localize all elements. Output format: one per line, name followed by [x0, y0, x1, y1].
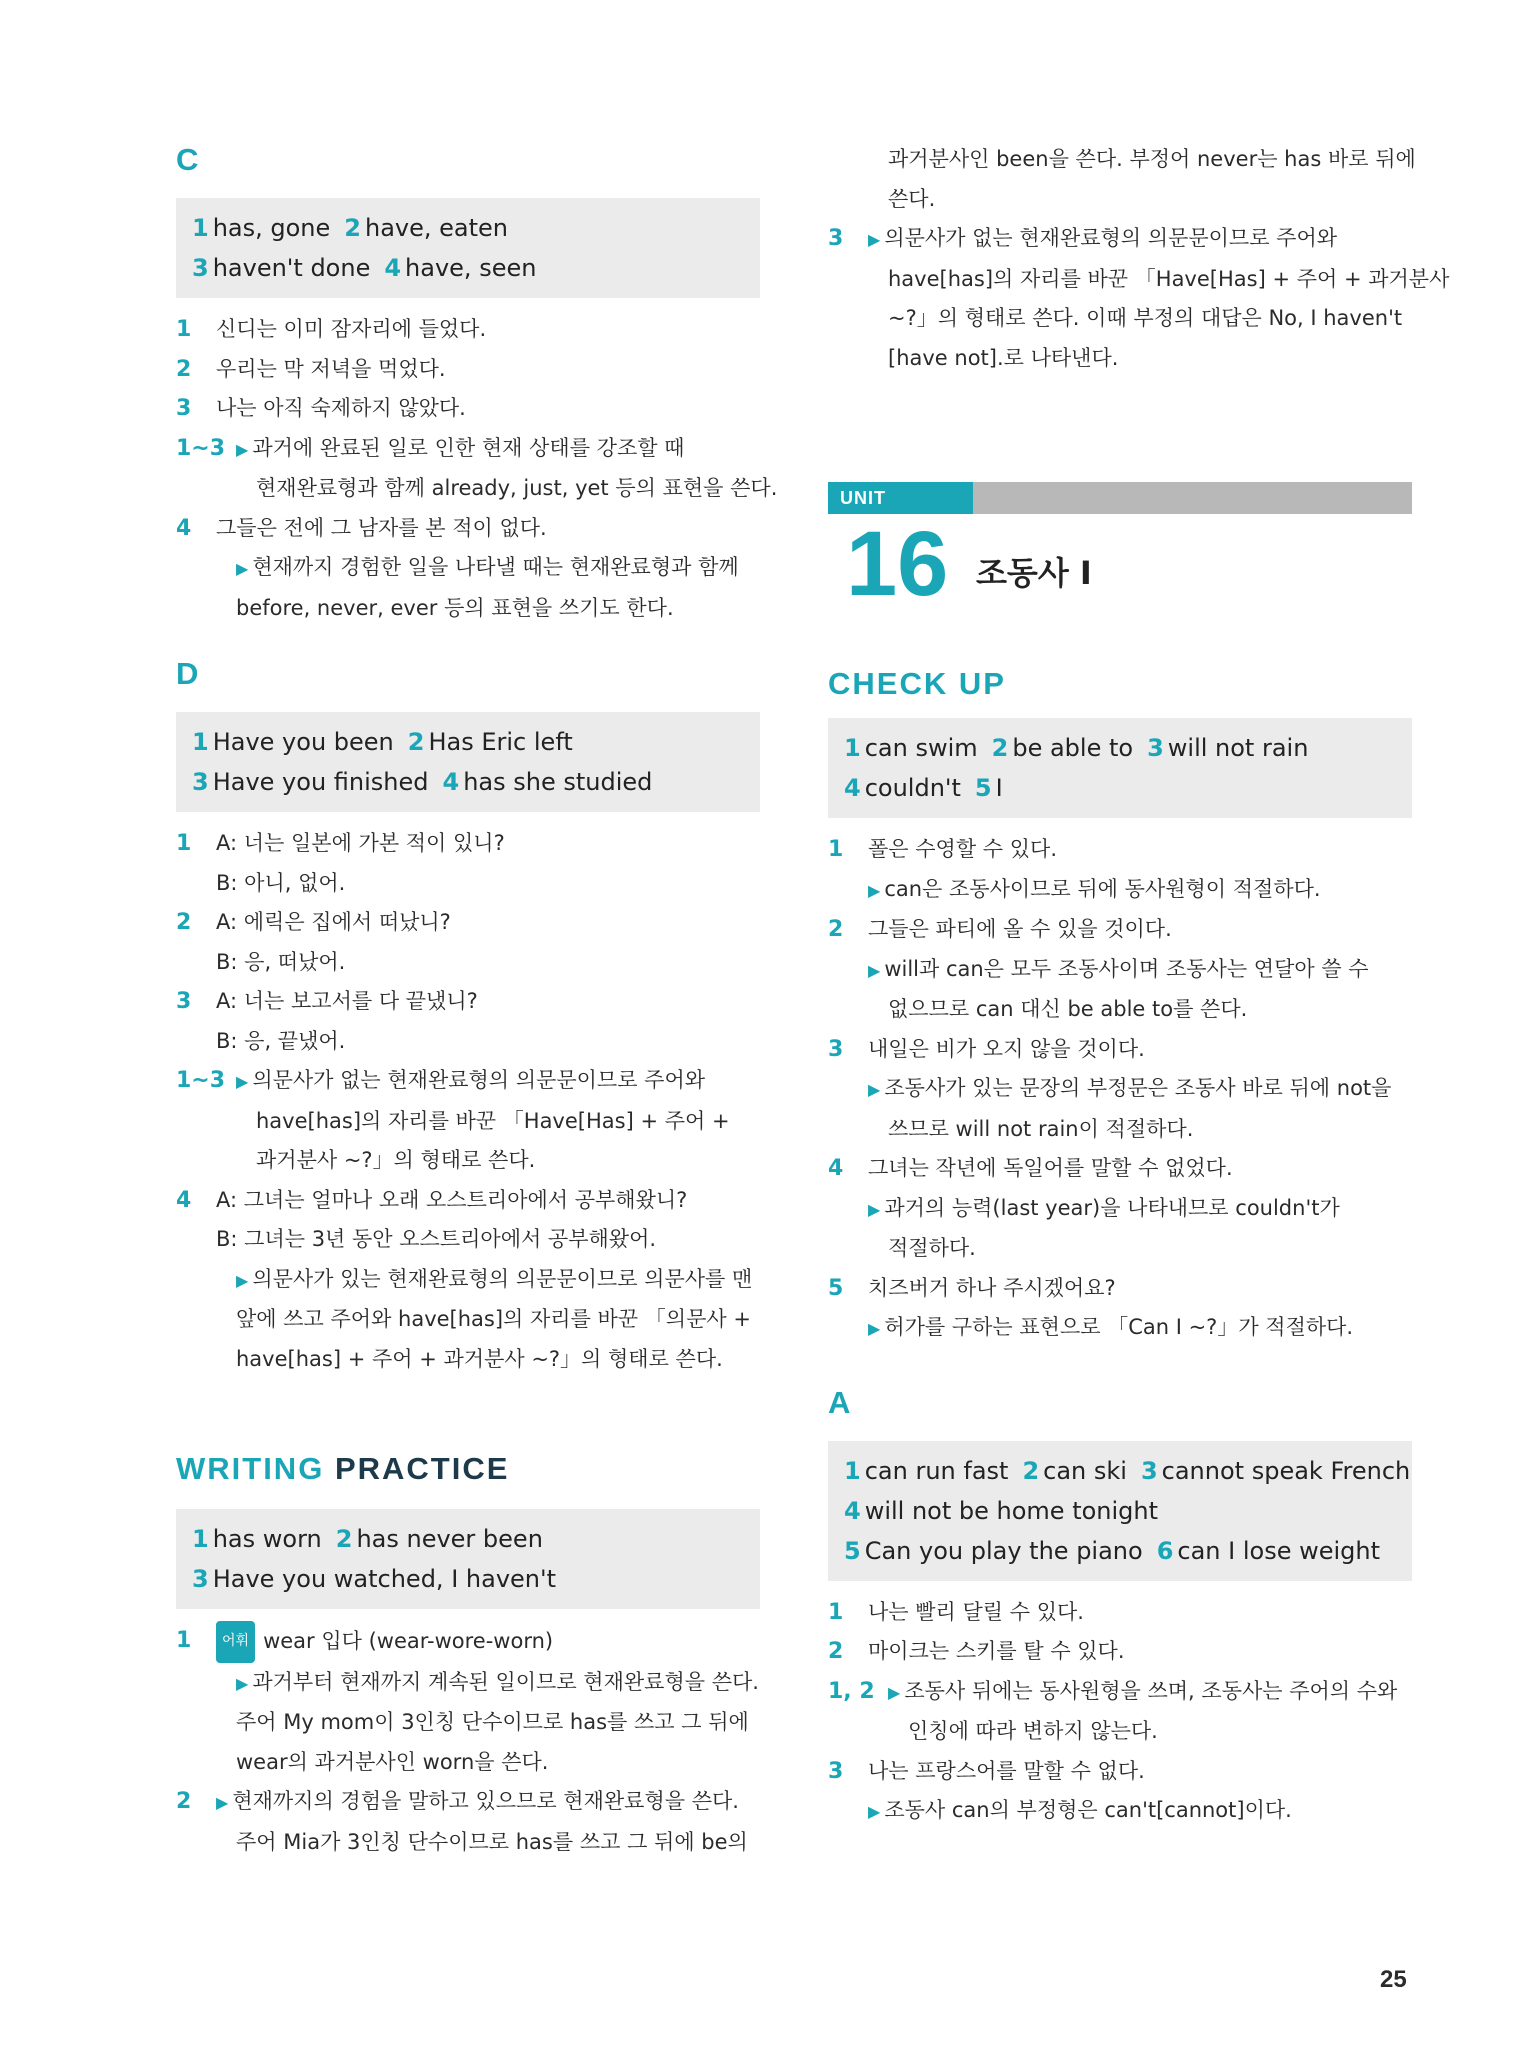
explanation-line — [828, 990, 1412, 1030]
answer-text: have, eaten — [364, 214, 508, 242]
line-text: 조동사가 있는 문장의 부정문은 조동사 바로 뒤에 not을 — [884, 1076, 1392, 1100]
line-text: can은 조동사이므로 뒤에 동사원형이 적절하다. — [884, 876, 1321, 901]
line-text: 주어 Mia가 3인칭 단수이므로 has를 쓰고 그 뒤에 be의 — [236, 1829, 748, 1854]
answer-number: 1 — [844, 734, 861, 762]
item-number: 5 — [828, 1275, 844, 1301]
arrow-right-icon: ▶ — [216, 1793, 229, 1812]
explanation-line — [176, 943, 760, 983]
section-c-title: C — [176, 142, 199, 177]
answer-box-wp — [176, 1509, 760, 1609]
item-number: 2 — [828, 917, 844, 942]
line-text: [have not].로 나타낸다. — [888, 345, 1119, 370]
answer-text: couldn't — [864, 774, 961, 802]
arrow-right-icon: ▶ — [236, 1270, 249, 1290]
answer-row — [192, 208, 744, 248]
explanation-line — [176, 1782, 760, 1823]
answer-text: can swim — [864, 734, 978, 762]
vocab-badge: 어휘 — [216, 1621, 255, 1663]
item-number: 3 — [828, 1036, 844, 1062]
arrow-right-icon: ▶ — [236, 1673, 249, 1693]
line-text: 쓰므로 will not rain이 적절하다. — [888, 1116, 1194, 1141]
answer-text: can ski — [1043, 1456, 1127, 1485]
answer-box-checkup — [828, 718, 1412, 818]
explanation-line — [176, 350, 760, 390]
explanation-line — [176, 1022, 760, 1062]
answer-number: 2 — [335, 1525, 353, 1553]
line-text: 신디는 이미 잠자리에 들었다. — [216, 317, 487, 341]
arrow-right-icon: ▶ — [236, 559, 249, 578]
line-text: 우리는 막 저녁을 먹었다. — [216, 356, 446, 381]
line-text: 폴은 수영할 수 있다. — [868, 837, 1057, 861]
answer-number: 3 — [1147, 734, 1164, 762]
unit-header — [828, 514, 1412, 624]
explanation-line — [176, 429, 760, 470]
answer-text: Have you finished — [212, 768, 429, 796]
explanation-line — [828, 339, 1412, 379]
answer-number: 4 — [442, 768, 460, 796]
answer-row — [844, 1451, 1411, 1491]
line-text: 과거의 능력(last year)을 나타내므로 couldn't가 — [884, 1195, 1340, 1220]
answer-row — [192, 762, 744, 802]
explanation-line — [828, 1712, 1412, 1752]
heading-writing: WRITING — [176, 1451, 325, 1486]
answer-number: 3 — [192, 1565, 209, 1593]
explanation-line — [176, 310, 760, 350]
arrow-right-icon: ▶ — [888, 1682, 901, 1702]
answer-text: has she studied — [463, 768, 653, 796]
line-text: 과거부터 현재까지 계속된 일이므로 현재완료형을 쓴다. — [252, 1669, 759, 1694]
item-number: 1 — [176, 317, 192, 342]
item-number: 4 — [828, 1156, 844, 1181]
line-text: ~?」의 형태로 쓴다. 이때 부정의 대답은 No, I haven't — [888, 306, 1403, 330]
line-text: 조동사 can의 부정형은 can't[cannot]이다. — [884, 1798, 1292, 1822]
arrow-right-icon: ▶ — [868, 230, 881, 249]
explanation-line — [828, 1069, 1412, 1110]
answer-row — [844, 1491, 1396, 1531]
line-text: 앞에 쓰고 주어와 have[has]의 자리를 바꾼 「의문사 + — [236, 1307, 751, 1331]
answer-number: 4 — [844, 1496, 861, 1525]
explanation-line — [176, 1823, 760, 1863]
explanation-line — [176, 1220, 760, 1260]
line-text: 내일은 비가 오지 않을 것이다. — [868, 1036, 1145, 1061]
explanation-line — [828, 1672, 1412, 1713]
arrow-right-icon: ▶ — [868, 1199, 881, 1219]
line-text: have[has]의 자리를 바꾼 「Have[Has] + 주어 + 과거분사 — [888, 266, 1450, 291]
line-text: will과 can은 모두 조동사이며 조동사는 연달아 쓸 수 — [884, 956, 1369, 981]
item-number: 3 — [828, 226, 844, 251]
explanation-line — [828, 910, 1412, 950]
explanation-line — [828, 1030, 1412, 1070]
line-text: 그녀는 작년에 독일어를 말할 수 없었다. — [868, 1156, 1233, 1180]
answer-text: cannot speak French — [1161, 1456, 1411, 1485]
line-text: 의문사가 없는 현재완료형의 의문문이므로 주어와 — [252, 1068, 706, 1092]
check-up-heading: CHECK UP — [828, 666, 1006, 701]
explanation-line — [176, 982, 760, 1022]
writing-practice-heading — [176, 1447, 760, 1491]
answer-number: 1 — [192, 728, 209, 756]
line-text: 과거에 완료된 일로 인한 현재 상태를 강조할 때 — [252, 435, 685, 460]
line-text: 마이크는 스키를 탈 수 있다. — [868, 1639, 1125, 1663]
explanation-line — [176, 389, 760, 429]
explanation-line — [176, 864, 760, 904]
unit-number: 16 — [846, 513, 949, 615]
explanation-line — [828, 1752, 1412, 1792]
line-text: 인칭에 따라 변하지 않는다. — [908, 1719, 1158, 1743]
explanation-line — [176, 824, 760, 864]
line-text: 의문사가 없는 현재완료형의 의문문이므로 주어와 — [884, 226, 1338, 250]
explanation-line — [828, 1593, 1412, 1633]
line-text: A: 너는 보고서를 다 끝냈니? — [216, 989, 478, 1013]
answer-text: will not be home tonight — [864, 1496, 1159, 1525]
answer-text: have, seen — [405, 254, 537, 282]
arrow-right-icon: ▶ — [868, 880, 881, 900]
line-text: B: 아니, 없어. — [216, 870, 346, 895]
answer-number: 4 — [384, 254, 402, 282]
line-text: 치즈버거 하나 주시겠어요? — [868, 1275, 1116, 1300]
explanation-line — [176, 509, 760, 549]
item-number: 1~3 — [176, 435, 226, 461]
answer-number: 5 — [844, 1536, 861, 1565]
section-a-title: A — [828, 1384, 851, 1420]
left-column — [176, 140, 778, 1862]
explanation-line — [176, 1621, 760, 1663]
explanation-line — [828, 219, 1412, 260]
arrow-right-icon: ▶ — [868, 1319, 881, 1338]
answer-text: haven't done — [212, 254, 371, 282]
unit-banner — [828, 482, 1412, 514]
arrow-right-icon: ▶ — [868, 960, 881, 980]
answer-text: Have you watched, I haven't — [212, 1565, 557, 1593]
explanation-line — [176, 1102, 760, 1142]
line-text: 과거분사인 been을 쓴다. 부정어 never는 has 바로 뒤에 — [888, 147, 1416, 171]
unit-title: 조동사 I — [976, 554, 1092, 592]
explanation-line — [176, 1260, 760, 1301]
item-number: 1, 2 — [828, 1678, 875, 1704]
answer-row — [192, 248, 744, 288]
line-text: A: 에릭은 집에서 떠났니? — [216, 910, 451, 934]
item-number: 1 — [176, 831, 192, 856]
answer-text: Have you been — [212, 728, 394, 756]
answer-text: has, gone — [212, 214, 331, 242]
explanations-checkup — [828, 830, 1412, 1349]
explanation-line — [828, 140, 1416, 180]
answer-number: 2 — [1022, 1456, 1040, 1485]
answer-text: has never been — [356, 1525, 543, 1553]
answer-row — [844, 728, 1396, 768]
answer-number: 6 — [1156, 1536, 1174, 1565]
answer-box-d — [176, 712, 760, 812]
item-number: 2 — [176, 910, 192, 935]
explanation-line — [176, 1300, 760, 1340]
explanation-line — [828, 950, 1412, 991]
answer-text: will not rain — [1167, 734, 1309, 762]
item-number: 4 — [176, 1187, 192, 1213]
arrow-right-icon: ▶ — [236, 439, 249, 459]
right-column — [828, 140, 1450, 1832]
line-text: before, never, ever 등의 표현을 쓰기도 한다. — [236, 595, 674, 620]
answer-number: 1 — [844, 1456, 861, 1485]
answer-number: 2 — [407, 728, 425, 756]
explanation-line — [176, 1340, 760, 1380]
explanation-line — [828, 1149, 1412, 1189]
explanation-line — [176, 589, 760, 629]
line-text: 그들은 파티에 올 수 있을 것이다. — [868, 917, 1172, 941]
explanation-line — [828, 1791, 1412, 1832]
line-text: A: 그녀는 얼마나 오래 오스트리아에서 공부해왔니? — [216, 1187, 688, 1212]
line-text: 적절하다. — [888, 1236, 976, 1260]
item-number: 1 — [828, 837, 844, 862]
line-text: have[has]의 자리를 바꾼 「Have[Has] + 주어 + — [256, 1108, 730, 1133]
explanation-line — [828, 1110, 1412, 1150]
answer-text: Has Eric left — [428, 728, 573, 756]
line-text: 현재까지의 경험을 말하고 있으므로 현재완료형을 쓴다. — [232, 1789, 739, 1813]
explanation-line — [176, 1743, 760, 1783]
line-text: 없으므로 can 대신 be able to를 쓴다. — [888, 997, 1248, 1021]
line-text: A: 너는 일본에 가본 적이 있니? — [216, 831, 505, 855]
line-text: 나는 아직 숙제하지 않았다. — [216, 396, 466, 420]
line-text: wear의 과거분사인 worn을 쓴다. — [236, 1749, 549, 1774]
answer-number: 1 — [192, 1525, 209, 1553]
line-text: wear 입다 (wear-wore-worn) — [263, 1629, 554, 1653]
item-number: 1 — [828, 1599, 844, 1625]
explanation-line — [176, 469, 778, 509]
item-number: 2 — [828, 1639, 844, 1664]
line-text: 그들은 전에 그 남자를 본 적이 없다. — [216, 515, 547, 540]
item-number: 3 — [176, 989, 192, 1014]
explanation-line — [828, 1632, 1412, 1672]
explanation-line — [176, 1181, 760, 1221]
line-text: 나는 빨리 달릴 수 있다. — [868, 1599, 1084, 1624]
arrow-right-icon: ▶ — [236, 1072, 249, 1091]
page-number: 25 — [1380, 1966, 1407, 1993]
line-text: 현재까지 경험한 일을 나타낼 때는 현재완료형과 함께 — [252, 555, 739, 579]
explanation-line — [828, 830, 1412, 870]
explanation-line — [828, 1229, 1412, 1269]
answer-row — [844, 1531, 1396, 1571]
explanation-line — [828, 1189, 1412, 1230]
answer-number: 3 — [192, 254, 209, 282]
answer-row — [192, 1559, 744, 1599]
answer-text: I — [995, 774, 1003, 802]
answer-number: 3 — [192, 768, 209, 796]
line-text: 조동사 뒤에는 동사원형을 쓰며, 조동사는 주어의 수와 — [904, 1678, 1398, 1703]
answer-number: 3 — [1140, 1456, 1158, 1485]
arrow-right-icon: ▶ — [868, 1802, 881, 1821]
line-text: 허가를 구하는 표현으로 「Can I ~?」가 적절하다. — [884, 1315, 1354, 1339]
answer-text: Can you play the piano — [864, 1536, 1143, 1565]
answer-number: 2 — [344, 214, 361, 242]
explanations-a — [828, 1593, 1412, 1832]
answer-row — [192, 722, 744, 762]
explanation-line — [828, 870, 1412, 911]
line-text: have[has] + 주어 + 과거분사 ~?」의 형태로 쓴다. — [236, 1346, 723, 1371]
answer-text: can I lose weight — [1177, 1536, 1381, 1565]
answer-box-c — [176, 198, 760, 298]
line-text: B: 응, 떠났어. — [216, 949, 346, 974]
line-text: 의문사가 있는 현재완료형의 의문문이므로 의문사를 맨 — [252, 1266, 753, 1291]
answer-row — [844, 768, 1396, 808]
answer-number: 2 — [991, 734, 1009, 762]
line-text: 나는 프랑스어를 말할 수 없다. — [868, 1758, 1145, 1783]
line-text: 과거분사 ~?」의 형태로 쓴다. — [256, 1148, 536, 1172]
explanation-line — [828, 1308, 1412, 1349]
answer-number: 5 — [974, 774, 992, 802]
answer-text: has worn — [212, 1525, 322, 1553]
answer-row — [192, 1519, 744, 1559]
answer-text: can run fast — [864, 1456, 1009, 1485]
answer-box-a — [828, 1441, 1412, 1581]
line-text: B: 그녀는 3년 동안 오스트리아에서 공부해왔어. — [216, 1227, 657, 1251]
explanation-line — [176, 1141, 760, 1181]
answer-text: be able to — [1012, 734, 1134, 762]
item-number: 3 — [176, 396, 192, 421]
line-text: B: 응, 끝냈어. — [216, 1028, 346, 1053]
explanation-line — [828, 299, 1412, 339]
arrow-right-icon: ▶ — [868, 1080, 881, 1099]
item-number: 3 — [828, 1758, 844, 1784]
heading-practice: PRACTICE — [334, 1451, 510, 1486]
item-number: 2 — [176, 356, 192, 382]
unit-tag: UNIT — [828, 482, 973, 514]
explanation-line — [176, 1663, 760, 1704]
explanation-line — [176, 903, 760, 943]
item-number: 1~3 — [176, 1068, 226, 1093]
answer-number: 4 — [844, 774, 861, 802]
item-number: 1 — [176, 1628, 192, 1653]
answer-number: 1 — [192, 214, 209, 242]
explanation-line — [828, 1269, 1412, 1309]
item-number: 4 — [176, 515, 192, 541]
explanation-line — [176, 548, 760, 589]
explanation-line — [176, 1061, 760, 1102]
line-text: 주어 My mom이 3인칭 단수이므로 has를 쓰고 그 뒤에 — [236, 1710, 749, 1734]
explanations-wp — [176, 1621, 760, 1862]
explanation-line — [828, 260, 1450, 300]
explanation-line — [828, 180, 1412, 220]
item-number: 2 — [176, 1789, 192, 1814]
continued-explanations — [828, 140, 1450, 378]
explanations-d — [176, 824, 760, 1379]
line-text: 쓴다. — [888, 186, 936, 211]
line-text: 현재완료형과 함께 already, just, yet 등의 표현을 쓴다. — [256, 476, 778, 500]
explanations-c — [176, 310, 778, 628]
section-d-title: D — [176, 656, 199, 691]
explanation-line — [176, 1703, 760, 1743]
